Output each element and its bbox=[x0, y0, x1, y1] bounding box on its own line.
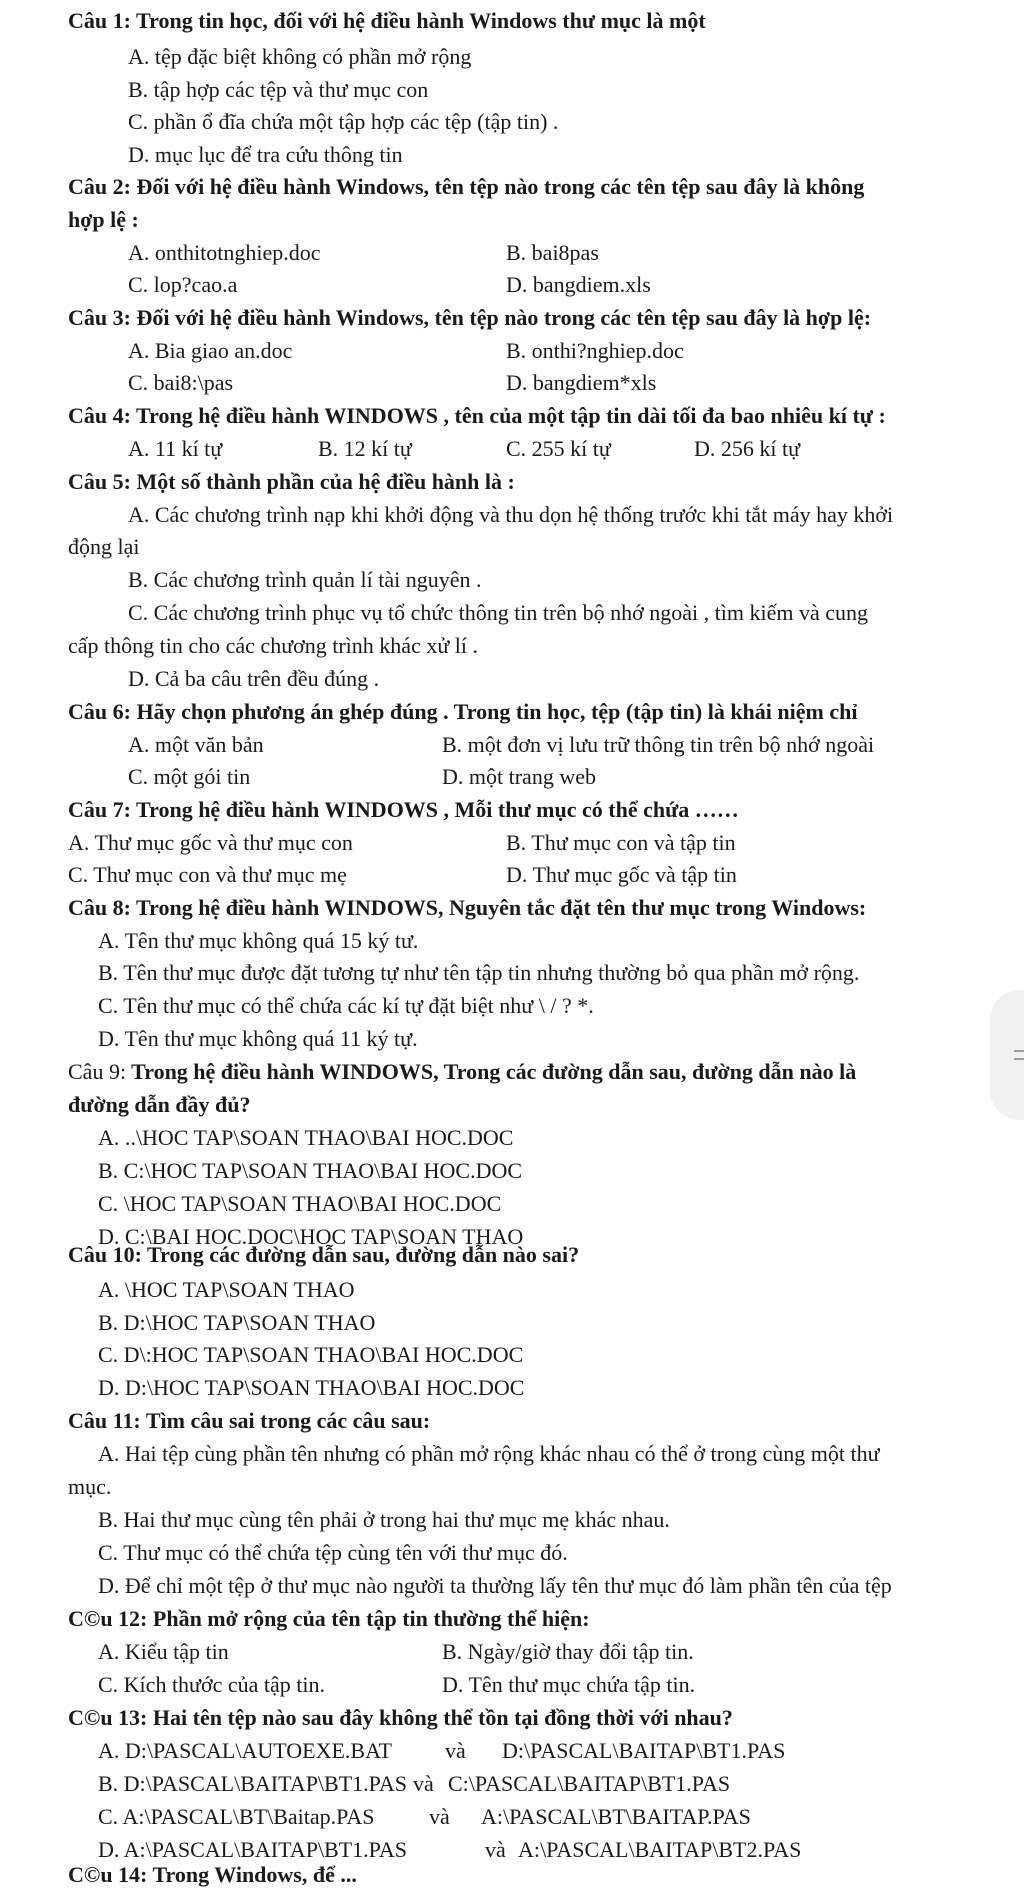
question-text-continued: đường dẫn đầy đủ? bbox=[68, 1092, 251, 1117]
question-12 bbox=[68, 1604, 590, 1634]
option-b: B. onthi?nghiep.doc bbox=[506, 338, 684, 363]
option-c-and: và bbox=[429, 1804, 450, 1829]
option-c: C. Thư mục con và thư mục mẹ bbox=[68, 862, 347, 887]
option-a: A. onthitotnghiep.doc bbox=[128, 240, 321, 265]
option-b-and: và bbox=[413, 1771, 434, 1796]
option-a: A. Bia giao an.doc bbox=[128, 338, 293, 363]
question-9 bbox=[68, 1057, 856, 1087]
option-a: A. Hai tệp cùng phần tên nhưng có phần mở rộng khác nhau có thể ở trong cùng một thư bbox=[98, 1441, 880, 1466]
question-10 bbox=[68, 1240, 579, 1270]
option-a-second: D:\PASCAL\BAITAP\BT1.PAS bbox=[502, 1738, 786, 1763]
question-13 bbox=[68, 1703, 733, 1733]
option-d: D. Thư mục gốc và tập tin bbox=[506, 862, 737, 887]
option-b-second: C:\PASCAL\BAITAP\BT1.PAS bbox=[448, 1771, 731, 1796]
option-a: A. Tên thư mục không quá 15 ký tư. bbox=[98, 928, 419, 953]
question-label: Câu 7: bbox=[68, 797, 131, 822]
option-c: C. Kích thước của tập tin. bbox=[98, 1672, 326, 1697]
scroll-handle[interactable] bbox=[990, 990, 1024, 1120]
option-d: D. C:\BAI HOC.DOC\HOC TAP\SOAN THAO bbox=[98, 1224, 524, 1249]
option-d: D. A:\PASCAL\BAITAP\BT1.PAS bbox=[98, 1837, 407, 1862]
question-14-cutoff: C©u 14: Trong Windows, để ... bbox=[68, 1862, 357, 1887]
question-3 bbox=[68, 303, 871, 333]
option-c: C. \HOC TAP\SOAN THAO\BAI HOC.DOC bbox=[98, 1191, 502, 1216]
question-label: Câu 8: bbox=[68, 895, 131, 920]
question-text: Trong tin học, đối với hệ điều hành Windows thư mục là một bbox=[130, 8, 706, 33]
option-c: C. Thư mục có thể chứa tệp cùng tên với thư mục đó. bbox=[98, 1540, 568, 1565]
question-11 bbox=[68, 1406, 430, 1436]
question-label: Câu 4: bbox=[68, 403, 131, 428]
question-label: Câu 2: bbox=[68, 174, 131, 199]
question-text: Đối với hệ điều hành Windows, tên tệp nào trong các tên tệp sau đây là hợp lệ: bbox=[130, 305, 872, 330]
option-d: D. mục lục để tra cứu thông tin bbox=[128, 142, 403, 167]
option-c: C. A:\PASCAL\BT\Baitap.PAS bbox=[98, 1804, 375, 1829]
option-a: A. ..\HOC TAP\SOAN THAO\BAI HOC.DOC bbox=[98, 1125, 514, 1150]
option-a-continued: mục. bbox=[68, 1474, 112, 1499]
option-a: A. \HOC TAP\SOAN THAO bbox=[98, 1277, 355, 1302]
option-c-continued: cấp thông tin cho các chương trình khác xử lí . bbox=[68, 633, 478, 658]
option-d: D. bangdiem*xls bbox=[506, 370, 657, 395]
question-label: Câu 10: bbox=[68, 1242, 142, 1267]
question-text: Phần mở rộng của tên tập tin thường thể hiện: bbox=[147, 1606, 590, 1631]
option-a: A. 11 kí tự bbox=[128, 436, 223, 461]
option-c: C. một gói tin bbox=[128, 764, 251, 789]
option-a: A. Các chương trình nạp khi khởi động và thu dọn hệ thống trước khi tắt máy hay khởi bbox=[128, 502, 894, 527]
option-c: C. 255 kí tự bbox=[506, 436, 611, 461]
option-d: D. bangdiem.xls bbox=[506, 272, 651, 297]
question-4 bbox=[68, 401, 886, 431]
option-c: C. lop?cao.a bbox=[128, 272, 238, 297]
option-d: D. Tên thư mục chứa tập tin. bbox=[442, 1672, 696, 1697]
option-d-second: A:\PASCAL\BAITAP\BT2.PAS bbox=[518, 1837, 802, 1862]
question-label: C©u 12: bbox=[68, 1606, 148, 1631]
question-text: Tìm câu sai trong các câu sau: bbox=[140, 1408, 431, 1433]
question-text: Trong hệ điều hành WINDOWS, Nguyên tắc đặt tên thư mục trong Windows: bbox=[130, 895, 867, 920]
option-b: B. bai8pas bbox=[506, 240, 599, 265]
option-b: B. D:\HOC TAP\SOAN THAO bbox=[98, 1310, 376, 1335]
option-b: B. C:\HOC TAP\SOAN THAO\BAI HOC.DOC bbox=[98, 1158, 523, 1183]
option-a: A. D:\PASCAL\AUTOEXE.BAT bbox=[98, 1738, 392, 1763]
option-d: D. 256 kí tự bbox=[694, 436, 801, 461]
option-a: A. tệp đặc biệt không có phần mở rộng bbox=[128, 44, 472, 69]
question-label: C©u 13: bbox=[68, 1705, 148, 1730]
question-7 bbox=[68, 795, 739, 825]
question-text: Hãy chọn phương án ghép đúng . Trong tin học, tệp (tập tin) là khái niệm chỉ bbox=[130, 699, 858, 724]
question-label: Câu 3: bbox=[68, 305, 131, 330]
question-text: Trong hệ điều hành WINDOWS , Mỗi thư mục có thể chứa …… bbox=[130, 797, 739, 822]
option-c: C. bai8:\pas bbox=[128, 370, 234, 395]
option-a: A. Kiểu tập tin bbox=[98, 1639, 229, 1664]
handle-grip-line bbox=[1014, 1058, 1024, 1060]
option-c-second: A:\PASCAL\BT\BAITAP.PAS bbox=[481, 1804, 751, 1829]
option-d: D. Để chỉ một tệp ở thư mục nào người ta thường lấy tên thư mục đó làm phần tên của tệp bbox=[98, 1573, 892, 1598]
question-text: Trong các đường dẫn sau, đường dẫn nào sai? bbox=[141, 1242, 580, 1267]
question-1 bbox=[68, 6, 706, 36]
option-a: A. Thư mục gốc và thư mục con bbox=[68, 830, 353, 855]
option-c: C. D\:HOC TAP\SOAN THAO\BAI HOC.DOC bbox=[98, 1342, 524, 1367]
option-a-and: và bbox=[445, 1738, 466, 1763]
question-label: Câu 6: bbox=[68, 699, 131, 724]
question-2 bbox=[68, 172, 864, 202]
option-c: C. phần ổ đĩa chứa một tập hợp các tệp (tập tin) . bbox=[128, 109, 559, 134]
option-b: B. một đơn vị lưu trữ thông tin trên bộ nhớ ngoài bbox=[442, 732, 875, 757]
option-b: B. Tên thư mục được đặt tương tự như tên tập tin nhưng thường bỏ qua phần mở rộng. bbox=[98, 960, 860, 985]
option-c: C. Các chương trình phục vụ tổ chức thông tin trên bộ nhớ ngoài , tìm kiếm và cung bbox=[128, 600, 868, 625]
question-label: Câu 1: bbox=[68, 8, 131, 33]
option-d: D. Cả ba câu trên đều đúng . bbox=[128, 666, 380, 691]
option-b: B. Ngày/giờ thay đổi tập tin. bbox=[442, 1639, 694, 1664]
question-text: Hai tên tệp nào sau đây không thể tồn tại đồng thời với nhau? bbox=[147, 1705, 733, 1730]
option-c: C. Tên thư mục có thể chứa các kí tự đặt biệt như \ / ? *. bbox=[98, 993, 594, 1018]
question-8 bbox=[68, 893, 866, 923]
question-label: Câu 11: bbox=[68, 1408, 141, 1433]
option-d: D. D:\HOC TAP\SOAN THAO\BAI HOC.DOC bbox=[98, 1375, 525, 1400]
question-text: Trong hệ điều hành WINDOWS , tên của một tập tin dài tối đa bao nhiêu kí tự : bbox=[130, 403, 886, 428]
option-b: B. D:\PASCAL\BAITAP\BT1.PAS bbox=[98, 1771, 407, 1796]
handle-grip-line bbox=[1014, 1050, 1024, 1052]
question-5 bbox=[68, 467, 515, 497]
option-b: B. 12 kí tự bbox=[318, 436, 412, 461]
question-text: Đối với hệ điều hành Windows, tên tệp nào trong các tên tệp sau đây là không bbox=[130, 174, 865, 199]
question-text-continued: hợp lệ : bbox=[68, 207, 139, 232]
question-text: Trong hệ điều hành WINDOWS, Trong các đường dẫn sau, đường dẫn nào là bbox=[126, 1059, 857, 1084]
question-label: Câu 5: bbox=[68, 469, 131, 494]
question-text: Một số thành phần của hệ điều hành là : bbox=[130, 469, 515, 494]
option-d-and: và bbox=[485, 1837, 506, 1862]
option-d: D. một trang web bbox=[442, 764, 596, 789]
question-6 bbox=[68, 697, 857, 727]
option-b: B. Thư mục con và tập tin bbox=[506, 830, 736, 855]
option-a-continued: động lại bbox=[68, 534, 140, 559]
option-b: B. tập hợp các tệp và thư mục con bbox=[128, 77, 429, 102]
option-b: B. Các chương trình quản lí tài nguyên . bbox=[128, 567, 482, 592]
option-a: A. một văn bản bbox=[128, 732, 264, 757]
question-label: Câu 9: bbox=[68, 1059, 127, 1084]
option-d: D. Tên thư mục không quá 11 ký tự. bbox=[98, 1026, 418, 1051]
option-b: B. Hai thư mục cùng tên phải ở trong hai thư mục mẹ khác nhau. bbox=[98, 1507, 670, 1532]
